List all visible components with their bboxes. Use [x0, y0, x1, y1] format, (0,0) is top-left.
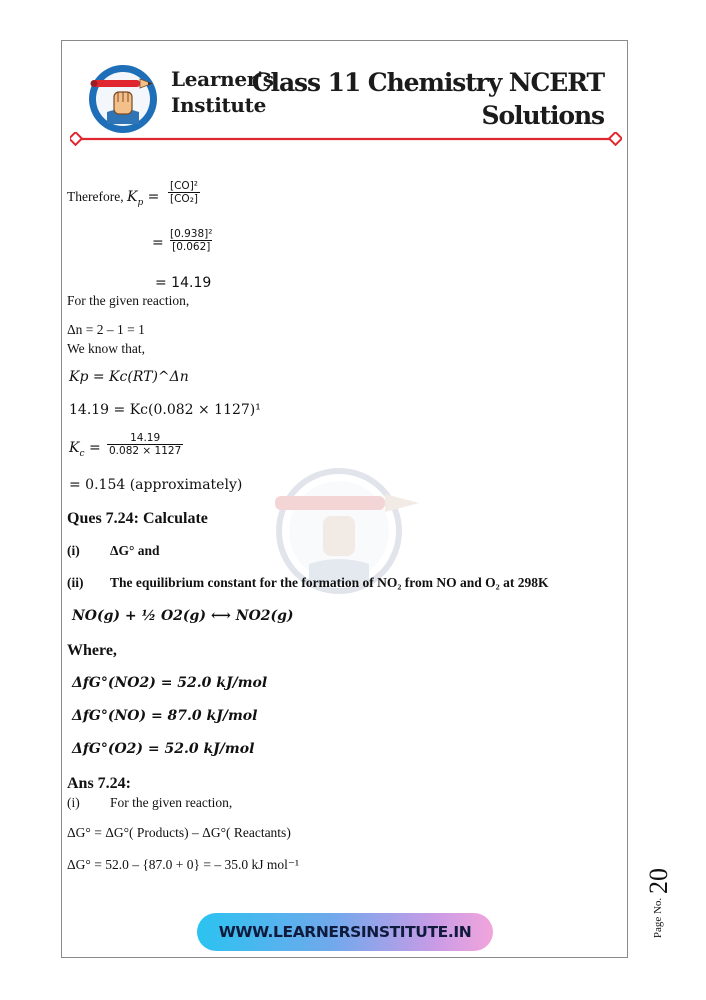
delta-n-text: Δn = 2 – 1 = 1 [67, 322, 145, 337]
delta-g-calculation: ΔG° = 52.0 – {87.0 + 0} = – 35.0 kJ mol⁻¹ [67, 857, 300, 872]
kc-result: = 0.154 (approximately) [69, 477, 243, 493]
dfg-no: ΔfG°(NO) = 87.0 kJ/mol [72, 708, 258, 724]
equals-sign-1: = [152, 235, 164, 251]
dfg-o2: ΔfG°(O2) = 52.0 kJ/mol [72, 741, 255, 757]
page-number: 20 [644, 868, 673, 894]
question-heading: Ques 7.24: Calculate [67, 510, 208, 527]
page-label: Page No. [652, 897, 665, 939]
part-i-label: (i) [67, 543, 80, 558]
kp-kc-relation: Kp = Kc(RT)^Δn [69, 369, 189, 385]
website-url: WWW.LEARNERSINSTITUTE.IN [218, 923, 472, 941]
kp-numerator: [CO]² [170, 180, 198, 192]
learners-institute-logo [86, 62, 160, 136]
part-ii-text: The equilibrium constant for the formation of NO₂ from NO and O₂ at 298K [110, 575, 549, 590]
ans-i-text: For the given reaction, [110, 795, 233, 810]
kc-numerator: 14.19 [130, 432, 161, 444]
step2-denominator: [0.062] [172, 241, 211, 253]
website-url-banner[interactable] [197, 913, 493, 951]
title-line-1: Class 11 Chemistry NCERT [251, 68, 604, 97]
therefore-label: Therefore, [67, 189, 124, 204]
kp-fraction [168, 180, 200, 205]
header-divider [70, 132, 622, 146]
delta-g-equation: ΔG° = ΔG°( Products) – ΔG°( Reactants) [67, 825, 291, 840]
title-line-2: Solutions [481, 101, 604, 130]
where-heading: Where, [67, 642, 117, 659]
ans-i-label: (i) [67, 795, 80, 810]
kp-denominator: [CO₂] [170, 193, 198, 205]
we-know-text: We know that, [67, 341, 146, 356]
kp-result: = 14.19 [155, 275, 212, 291]
brand-line-2: Institute [171, 93, 267, 117]
kc-substitution: 14.19 = Kc(0.082 × 1127)¹ [69, 402, 261, 418]
kc-denominator: 0.082 × 1127 [109, 445, 182, 457]
step2-fraction [168, 228, 214, 253]
part-i-text: ΔG° and [110, 543, 160, 558]
kp-symbol: $K_p$ = [126, 189, 160, 208]
therefore-text [67, 189, 159, 208]
part-ii-label: (ii) [67, 575, 84, 590]
page-title [252, 66, 604, 132]
given-reaction-text: For the given reaction, [67, 293, 190, 308]
page-number-block [644, 868, 690, 950]
answer-heading: Ans 7.24: [67, 775, 132, 792]
reaction-equation: NO(g) + ½ O2(g) ⟷ NO2(g) [72, 608, 294, 624]
dfg-no2: ΔfG°(NO2) = 52.0 kJ/mol [72, 675, 268, 691]
kc-symbol: $K_c$ = [69, 440, 101, 459]
brand-line-1: Learner's [171, 67, 274, 91]
kc-fraction [107, 432, 183, 457]
step2-numerator: [0.938]² [170, 228, 213, 240]
